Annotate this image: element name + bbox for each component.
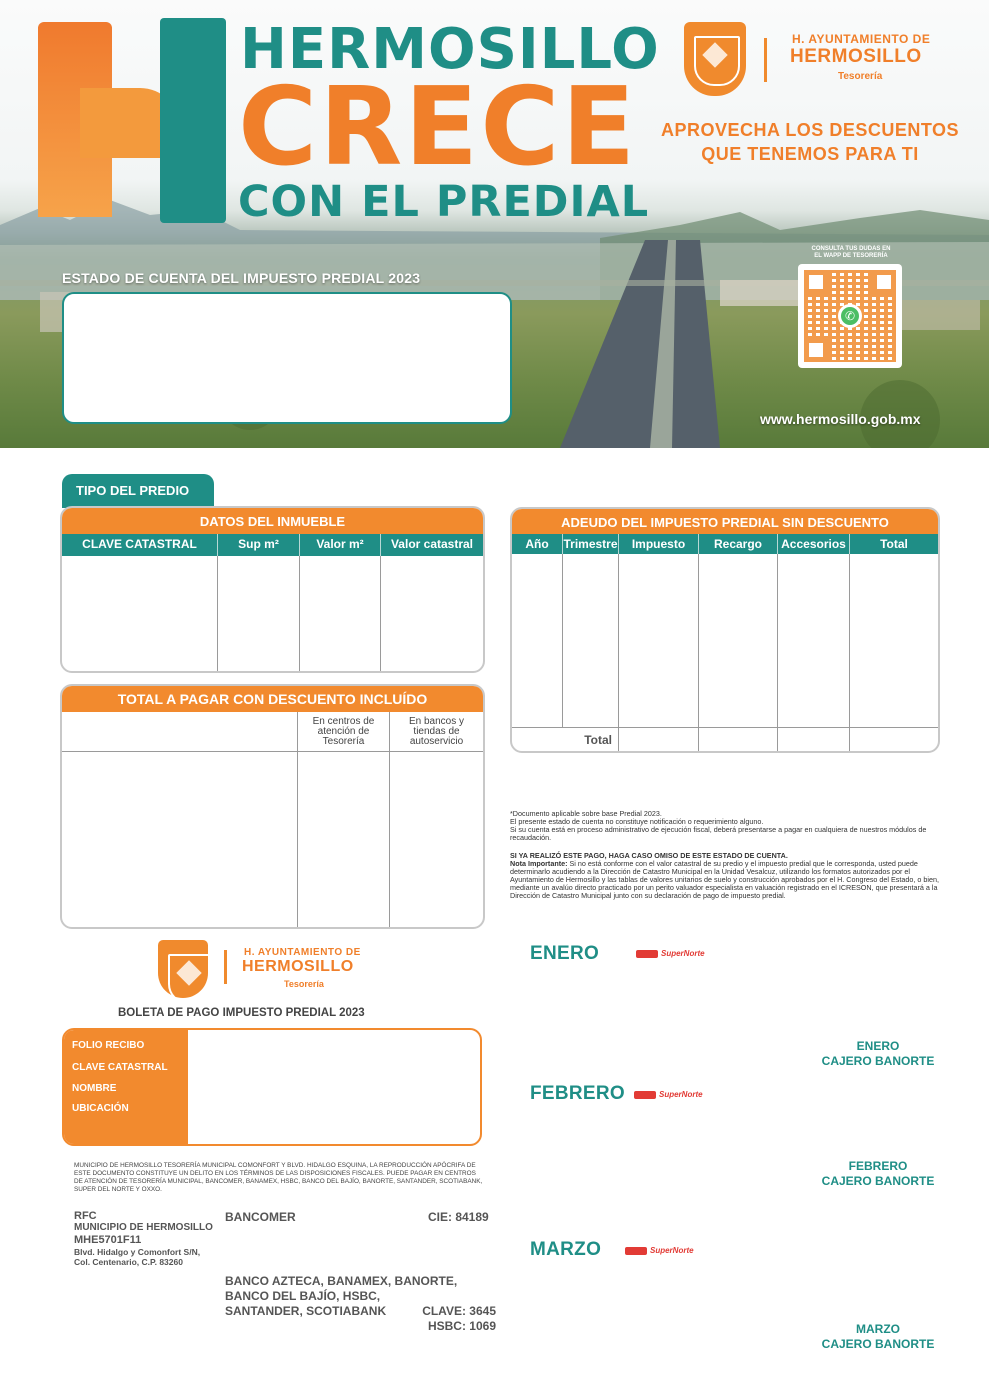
- datos-inmueble-body: [62, 556, 483, 671]
- total-pagar-panel: [60, 684, 485, 929]
- cajero-label: CAJERO BANORTE: [821, 1054, 935, 1068]
- note-warning: SI YA REALIZÓ ESTE PAGO, HAGA CASO OMISO DE ESTE ESTADO DE CUENTA.: [510, 851, 788, 860]
- table-cell: [619, 554, 699, 727]
- rfc-value: MHE5701F11: [74, 1234, 142, 1246]
- cajero-febrero: [812, 1159, 944, 1189]
- cie-number: CIE: 84189: [428, 1210, 489, 1224]
- table-cell: [62, 712, 298, 751]
- whatsapp-icon: ✆: [838, 304, 862, 328]
- bank-bancomer: BANCOMER: [225, 1210, 296, 1224]
- col-valor-m2: Valor m²: [300, 534, 381, 556]
- website-link[interactable]: www.hermosillo.gob.mx: [760, 411, 921, 427]
- col-centros-atencion: En centros de atención de Tesorería: [298, 712, 390, 751]
- table-cell: [298, 752, 390, 927]
- title-crece: CRECE: [238, 65, 638, 190]
- rfc-label: RFC: [74, 1210, 97, 1222]
- datos-inmueble-columns: [62, 534, 483, 556]
- note-line: El presente estado de cuenta no constituye notificación o requerimiento alguno.: [510, 817, 764, 826]
- bank-codes: [412, 1304, 496, 1334]
- note-important-text: Si no está conforme con el valor catastral de su predio y el impuesto predial que le corresponda, usted puede determinarlo acudiendo a la Dirección de Catastro Municipal en la Unidad Vesalcuz, utilizando los formatos autorizados por el Ayuntamiento de Hermosillo y las tablas de valores unitarios de suelo y construcción aprobados por el H. Congreso del Estado, o bien, mediante un avalúo directo practicado por un perito valuador especialista en valuación registrado en el ICRESON, que presentará a la Dirección de Catastro Municipal junto con su declaración de pago de impuesto predial.: [510, 859, 939, 900]
- cajero-enero: [812, 1039, 944, 1069]
- note-line: Si su cuenta está en proceso administrativo de ejecución fiscal, deberá presentarse a pagar en cualquiera de nuestros módulos de recaudación.: [510, 825, 927, 842]
- datos-inmueble-header: DATOS DEL INMUEBLE: [62, 508, 483, 534]
- total-pagar-subheader: [62, 712, 483, 752]
- hermosillo-label: HERMOSILLO: [242, 958, 354, 975]
- table-cell: [62, 556, 218, 671]
- note-line: *Documento aplicable sobre base Predial 2023.: [510, 809, 662, 818]
- qr-pattern: [804, 270, 896, 362]
- adeudo-header: ADEUDO DEL IMPUESTO PREDIAL SIN DESCUENTO: [512, 509, 938, 534]
- col-bancos-tiendas: En bancos y tiendas de autoservicio: [408, 716, 465, 747]
- logo-h-teal-bar: [160, 18, 226, 223]
- total-pagar-header: TOTAL A PAGAR CON DESCUENTO INCLUÍDO: [62, 686, 483, 712]
- cajero-label: CAJERO BANORTE: [821, 1174, 935, 1188]
- table-cell: [850, 554, 938, 727]
- slogan-line-1: APROVECHA LOS DESCUENTOS: [660, 120, 960, 140]
- qr-caption: [800, 246, 902, 260]
- tesoreria-label: Tesorería: [838, 71, 883, 82]
- col-clave-catastral: CLAVE CATASTRAL: [62, 534, 218, 556]
- col-anio: Año: [512, 534, 563, 554]
- col-total: Total: [880, 537, 908, 551]
- qr-finder: [804, 338, 828, 362]
- datos-inmueble-panel: [60, 506, 485, 673]
- qr-caption-line-2: EL WAPP DE TESORERÍA: [814, 253, 888, 259]
- col-accesorios: Accesorios: [778, 534, 850, 554]
- cajero-month: ENERO: [856, 1039, 900, 1053]
- adeudo-columns: [512, 534, 938, 554]
- hermosillo-label: HERMOSILLO: [790, 46, 922, 67]
- hero-banner: [0, 0, 989, 448]
- cajero-month: FEBRERO: [848, 1159, 908, 1173]
- month-marzo: MARZO: [530, 1239, 602, 1260]
- oxxo-logo-icon: [636, 950, 658, 958]
- boleta-title: BOLETA DE PAGO IMPUESTO PREDIAL 2023: [118, 1007, 365, 1019]
- divider: [764, 38, 767, 82]
- notes-block: [510, 810, 940, 900]
- rfc-block: [74, 1210, 213, 1267]
- col-sup-m2: Sup m²: [218, 534, 300, 556]
- table-cell: [512, 554, 563, 727]
- address-box: [62, 292, 512, 424]
- table-cell: [850, 728, 938, 753]
- rfc-name: MUNICIPIO DE HERMOSILLO: [74, 1222, 213, 1233]
- slogan-line-2: QUE TENEMOS PARA TI: [701, 144, 919, 164]
- title-hermosillo: HERMOSILLO: [240, 17, 660, 82]
- col-trimestre: Trimestre: [563, 534, 619, 554]
- table-cell: [699, 554, 778, 727]
- supernorte-logo: [625, 1246, 694, 1255]
- legal-small-print: MUNICIPIO DE HERMOSILLO TESORERÍA MUNICIPAL COMONFORT Y BLVD. HIDALGO ESQUINA, LA REPRODUCCIÓN APÓCRIFA DE ESTE DOCUMENTO CONSTITUYE UN DELITO EN LOS TÉRMINOS DE LAS DISPOSICIONES FISCALES. PUEDE PAGAR EN CENTROS DE ATENCIÓN DE TESORERÍA MUNICIPAL, BANCOMER, BANAMEX, HSBC, BANCO DEL BAJÍO, BANORTE, SANTANDER, SCOTIABANK, SUPER DEL NORTE Y OXXO.: [74, 1162, 483, 1193]
- col-valor-catastral: Valor catastral: [390, 537, 474, 551]
- adeudo-panel: [510, 507, 940, 753]
- label-ubicacion: UBICACIÓN: [72, 1103, 129, 1114]
- estado-cuenta-title: ESTADO DE CUENTA DEL IMPUESTO PREDIAL 2023: [62, 270, 421, 286]
- note-important: [510, 860, 940, 900]
- qr-finder: [872, 270, 896, 294]
- qr-finder: [804, 270, 828, 294]
- tipo-predio-tab: TIPO DEL PREDIO: [62, 474, 214, 508]
- table-cell: [62, 752, 298, 927]
- banks-line-3: SANTANDER, SCOTIABANK: [225, 1304, 387, 1318]
- tesoreria-label: Tesorería: [284, 979, 324, 989]
- banks-line-1: BANCO AZTECA, BANAMEX, BANORTE,: [225, 1274, 458, 1288]
- hsbc-number: HSBC: 1069: [427, 1319, 496, 1333]
- total-label: Total: [512, 728, 619, 753]
- store-logo-text: SuperNorte: [661, 949, 705, 958]
- month-febrero: FEBRERO: [530, 1083, 625, 1104]
- store-logo-text: SuperNorte: [659, 1090, 703, 1099]
- label-folio-recibo: FOLIO RECIBO: [72, 1040, 145, 1051]
- adeudo-total-row: [512, 728, 938, 753]
- address-line-2: Col. Centenario, C.P. 83260: [74, 1257, 183, 1267]
- note-important-label: Nota Importante:: [510, 859, 568, 868]
- boleta-info-box: [62, 1028, 482, 1146]
- ayuntamiento-label: H. AYUNTAMIENTO DE: [244, 947, 361, 958]
- banks-line-2: BANCO DEL BAJÍO, HSBC,: [225, 1289, 381, 1303]
- supernorte-logo: [636, 949, 705, 958]
- table-cell: [563, 554, 619, 727]
- table-cell: [218, 556, 300, 671]
- month-enero: ENERO: [530, 943, 600, 964]
- store-logo-text: SuperNorte: [650, 1246, 694, 1255]
- supernorte-logo: [634, 1090, 703, 1099]
- table-cell: [390, 752, 483, 927]
- qr-caption-line-1: CONSULTA TUS DUDAS EN: [811, 246, 891, 252]
- table-cell: [699, 728, 778, 753]
- slogan: [630, 118, 989, 166]
- cajero-marzo: [812, 1322, 944, 1352]
- ayuntamiento-label: H. AYUNTAMIENTO DE: [792, 32, 931, 46]
- coat-of-arms-icon: [158, 940, 208, 998]
- col-recargo: Recargo: [699, 534, 778, 554]
- adeudo-body: [512, 554, 938, 728]
- divider: [224, 950, 227, 984]
- table-cell: [778, 728, 850, 753]
- label-clave-catastral: CLAVE CATASTRAL: [72, 1062, 168, 1073]
- cajero-label: CAJERO BANORTE: [821, 1337, 935, 1351]
- clave-number: CLAVE: 3645: [422, 1304, 496, 1318]
- col-impuesto: Impuesto: [619, 534, 699, 554]
- oxxo-logo-icon: [634, 1091, 656, 1099]
- cajero-month: MARZO: [856, 1322, 900, 1336]
- boleta-labels-column: [64, 1030, 188, 1144]
- table-cell: [619, 728, 699, 753]
- coat-of-arms-icon: [684, 22, 746, 96]
- table-cell: [381, 556, 483, 671]
- qr-code[interactable]: [798, 264, 902, 368]
- address-line-1: Blvd. Hidalgo y Comonfort S/N,: [74, 1247, 201, 1257]
- oxxo-logo-icon: [625, 1247, 647, 1255]
- table-cell: [778, 554, 850, 727]
- table-cell: [300, 556, 381, 671]
- total-pagar-body: [62, 752, 483, 927]
- label-nombre: NOMBRE: [72, 1083, 117, 1094]
- title-con-el-predial: CON EL PREDIAL: [238, 177, 650, 227]
